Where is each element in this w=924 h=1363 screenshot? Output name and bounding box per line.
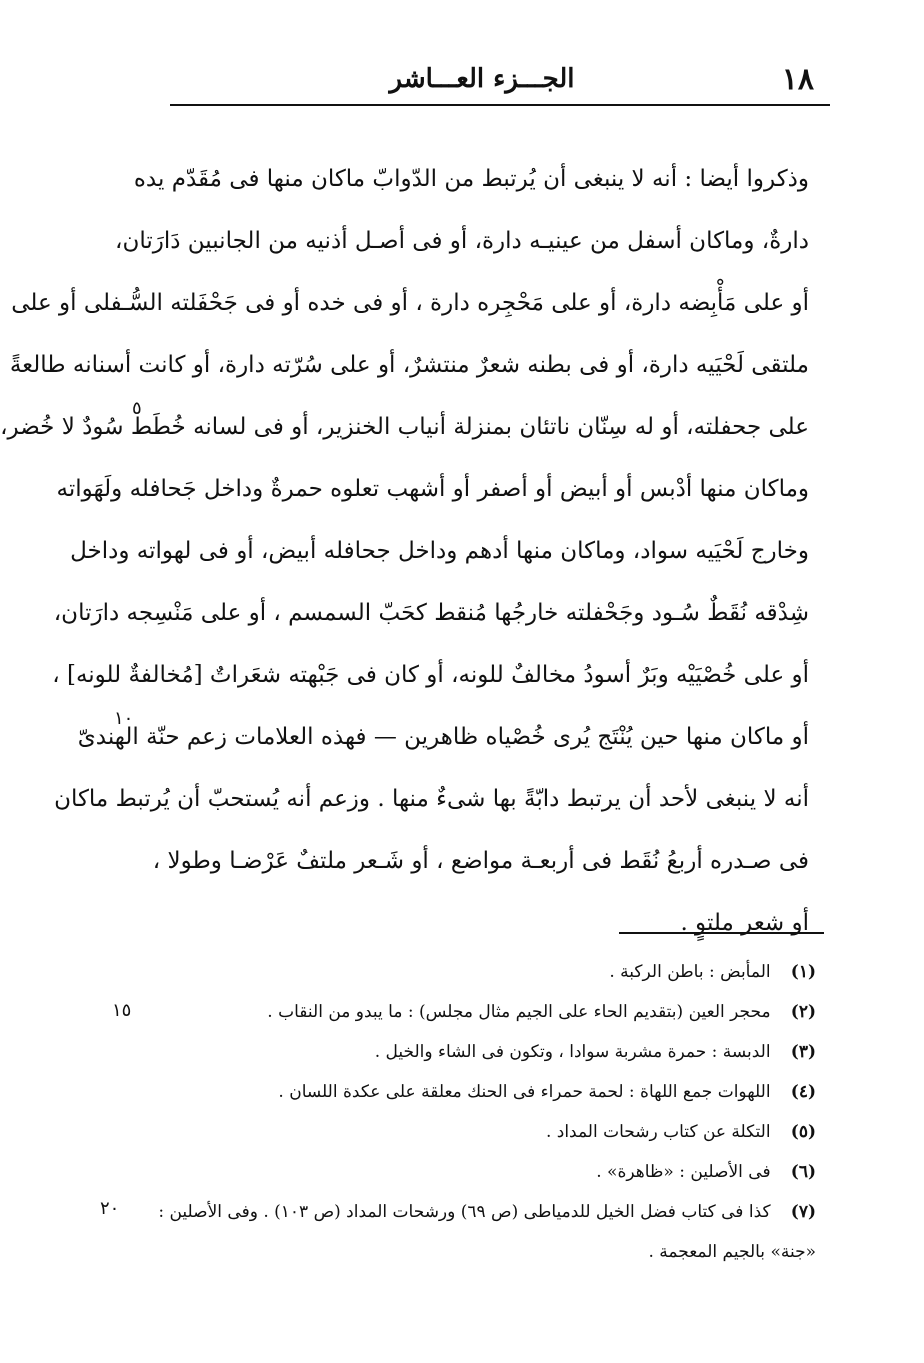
running-head: الجـــزء العـــاشر — [389, 64, 575, 94]
footnote-text: كذا فى كتاب فضل الخيل للدمياطى (ص ٦٩) ورشحات المداد (ص ١٠٣) . وفى الأصلين : — [158, 1202, 771, 1222]
footnote-item — [136, 952, 816, 992]
footnote-item — [136, 1072, 816, 1112]
footnote-item — [136, 1152, 816, 1192]
footnote-number: (٦) — [790, 1162, 816, 1182]
line-number-15: ١٥ — [112, 1000, 132, 1021]
body-line: على جحفلته، أو له سِنّان ناتئان بمنزلة أنياب الخنزير، أو فى لسانه خُطَط سُودٌ لا خُضر، — [0, 414, 809, 440]
line-number-5: ٥ — [132, 398, 142, 419]
body-line: أو على خُصْيَيْه وبَرٌ أسودُ مخالفٌ للونه، أو كان فى جَبْهته شعَراتٌ [مُخالفةٌ للونه] ، — [52, 662, 809, 688]
footnote-text: اللهوات جمع اللهاة : لحمة حمراء فى الحنك معلقة على عكدة اللسان . — [278, 1082, 771, 1102]
body-line: دارةٌ، وماكان أسفل من عينيـه دارة، أو فى أصـل أذنيه من الجانبين دَارَتان، — [115, 228, 809, 254]
body-line: وذكروا أيضا : أنه لا ينبغى أن يُرتبط من الدّوابّ ماكان منها فى مُقَدّم يده — [133, 166, 809, 192]
body-line: وماكان منها أدْبس أو أبيض أو أصفر أو أشهب تعلوه حمرةٌ وداخل جَحافله ولَهَواته — [56, 476, 809, 502]
footnote-continuation: «جنة» بالجيم المعجمة . — [648, 1242, 816, 1262]
footnote-rule — [619, 932, 824, 934]
body-line: أو ماكان منها حين يُنْتَج يُرى خُصْياه ظاهرين — فهذه العلامات زعم حنّة الهندىّ — [77, 724, 809, 750]
footnote-number: (٢) — [790, 1002, 816, 1022]
body-line: أو على مَأْبِضه دارة، أو على مَحْجِره دارة ، أو فى خده أو فى جَحْفَلته السُّـفلى أو على — [11, 290, 809, 316]
footnote-text: محجر العين (بتقديم الحاء على الجيم مثال مجلس) : ما يبدو من النقاب . — [267, 1002, 771, 1022]
footnote-item — [136, 1192, 816, 1232]
body-line: فى صـدره أربعُ نُقَط فى أربعـة مواضع ، أو شَـعر ملتفٌ عَرْضـا وطولا ، — [152, 848, 809, 874]
line-number-10: ١٠ — [114, 708, 134, 729]
header-rule — [170, 104, 830, 106]
footnote-number: (٥) — [790, 1122, 816, 1142]
body-line: وخارج لَحْيَيه سواد، وماكان منها أدهم وداخل جحافله أبيض، أو فى لهواته وداخل — [70, 538, 809, 564]
footnote-number: (٣) — [790, 1042, 816, 1062]
footnote-item — [136, 1112, 816, 1152]
body-line: أنه لا ينبغى لأحد أن يرتبط دابّةً بها شىءٌ منها . وزعم أنه يُستحبّ أن يُرتبط ماكان — [54, 786, 809, 812]
footnote-item — [136, 992, 816, 1032]
footnote-text: التكلة عن كتاب رشحات المداد . — [545, 1122, 771, 1142]
footnote-text: فى الأصلين : «ظاهرة» . — [596, 1162, 771, 1182]
footnote-number: (٧) — [790, 1202, 816, 1222]
footnote-item — [136, 1032, 816, 1072]
line-number-20: ٢٠ — [100, 1198, 120, 1219]
footnote-text: المأبض : باطن الركبة . — [609, 962, 771, 982]
footnote-text: الدبسة : حمرة مشربة سوادا ، وتكون فى الشاء والخيل . — [374, 1042, 771, 1062]
footnote-number: (١) — [790, 962, 816, 982]
body-line: أو شعر ملتوٍ . — [680, 910, 809, 936]
body-line: شِدْقه نُقَطٌ سُـود وجَحْفلته خارجُها مُنقط كحَبّ السمسم ، أو على مَنْسِجه دارَتان، — [53, 600, 809, 626]
footnotes — [136, 952, 816, 1272]
page-number: ١٨ — [781, 62, 814, 97]
body-line: ملتقى لَحْيَيه دارة، أو فى بطنه شعرٌ منتشرٌ، أو على سُرّته دارة، أو كانت أسنانه طالعةً — [9, 352, 809, 378]
footnote-number: (٤) — [790, 1082, 816, 1102]
